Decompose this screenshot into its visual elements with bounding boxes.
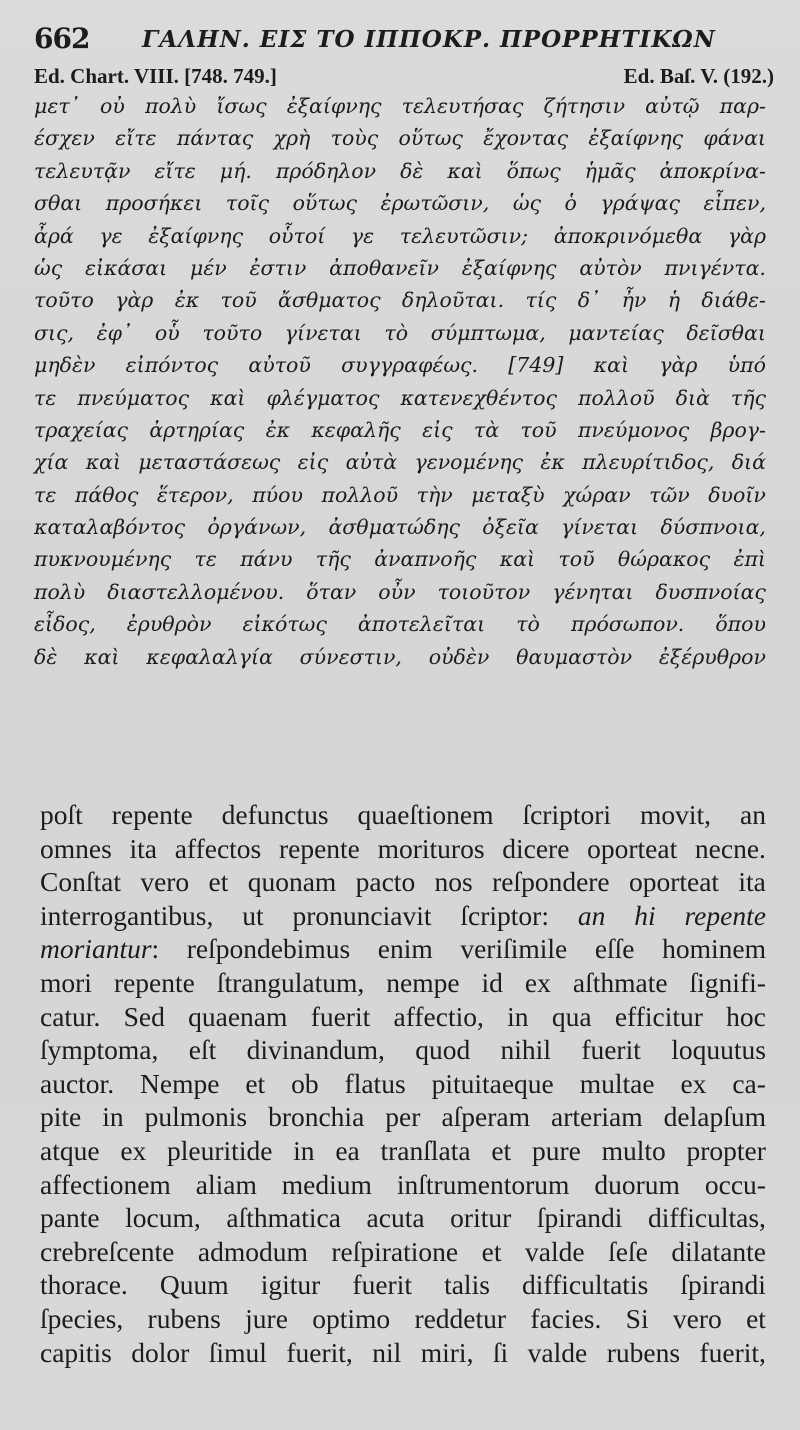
greek-text-line: πυκνουμένης τε πάνυ τῆς ἀναπνοῆς καὶ τοῦ θώρακος ἐπὶ xyxy=(34,547,766,572)
greek-text-line: τοῦτο γὰρ ἐκ τοῦ ἄσθματος δηλοῦται. τίς δ᾽ ἦν ἡ διάθε- xyxy=(34,288,766,313)
greek-text-line: έσχεν εἴτε πάντας χρὴ τοὺς οὕτως ἔχοντας ἐξαίφνης φάναι xyxy=(34,126,766,151)
page-header xyxy=(34,22,770,62)
latin-text-line: thorace. Quum igitur fuerit talis difficultatis ſpirandi xyxy=(40,1269,766,1301)
latin-translation-block xyxy=(40,798,766,1369)
latin-text-line: affectionem aliam medium inſtrumentorum duorum occu- xyxy=(40,1168,766,1200)
latin-text-line: Conſtat vero et quonam pacto nos reſpondere oporteat ita xyxy=(40,866,766,898)
greek-text-line: σις, ἐφ᾽ οὗ τοῦτο γίνεται τὸ σύμπτωμα, μαντείας δεῖσθαι xyxy=(34,320,766,345)
latin-text-line: auctor. Nempe et ob flatus pituitaeque multae ex ca- xyxy=(40,1067,766,1099)
greek-text-line: ἆρά γε ἐξαίφνης οὗτοί γε τελευτῶσιν; ἀποκρινόμεθα γὰρ xyxy=(34,223,766,248)
page-number: 662 xyxy=(34,22,90,55)
edition-reference-line xyxy=(34,64,774,88)
greek-text-line: δὲ καὶ κεφαλαλγία σύνεστιν, οὐδὲν θαυμαστὸν ἐξέρυθρον xyxy=(34,644,766,669)
greek-text-line: μετ᾽ οὐ πολὺ ἴσως ἐξαίφνης τελευτήσας ζήτησιν αὐτῷ παρ- xyxy=(34,94,766,118)
greek-text-line: τε πάθος ἕτερον, πύου πολλοῦ τὴν μεταξὺ χώραν τῶν δυοῖν xyxy=(34,482,766,507)
latin-text-line: pite in pulmonis bronchia per aſperam arteriam delapſum xyxy=(40,1101,766,1133)
latin-text-line: mori repente ſtrangulatum, nempe id ex aſthmate ſignifi- xyxy=(40,966,766,998)
latin-text-line: pante locum, aſthmatica acuta oritur ſpirandi difficultas, xyxy=(40,1202,766,1234)
latin-text-line: crebreſcente admodum reſpiratione et valde ſeſe dilatante xyxy=(40,1235,766,1267)
greek-text-block xyxy=(34,90,766,673)
greek-text-line: ὡς εἰκάσαι μέν ἐστιν ἀποθανεῖν ἐξαίφνης αὐτὸν πνιγέντα. xyxy=(34,255,766,280)
greek-text-line: χία καὶ μεταστάσεως εἰς αὐτὰ γενομένης ἐκ πλευρίτιδος, διά xyxy=(34,450,766,475)
latin-text-line: omnes ita affectos repente morituros dicere oporteat necne. xyxy=(40,832,766,864)
latin-text-line: ſpecies, rubens jure optimo reddetur facies. Si vero et xyxy=(40,1302,766,1334)
greek-text-line: σθαι προσήκει τοῖς οὕτως ἐρωτῶσιν, ὡς ὁ γράψας εἶπεν, xyxy=(34,191,766,216)
running-title: ΓΑΛΗΝ. ΕΙΣ ΤΟ ΙΠΠΟΚΡ. ΠΡΟΡΡΗΤΙΚΩΝ xyxy=(142,26,716,53)
latin-text-line: poſt repente defunctus quaeſtionem ſcriptori movit, an xyxy=(40,799,766,830)
greek-text-line: τε πνεύματος καὶ φλέγματος κατενεχθέντος πολλοῦ διὰ τῆς xyxy=(34,385,766,410)
greek-text-line: τελευτᾷν εἴτε μή. πρόδηλον δὲ καὶ ὅπως ἡμᾶς ἀποκρίνα- xyxy=(34,158,766,183)
edition-basel-reference: Ed. Baſ. V. (192.) xyxy=(623,64,774,88)
greek-text-line: μηδὲν εἰπόντος αὐτοῦ συγγραφέως. [749] καὶ γὰρ ὑπό xyxy=(34,353,766,378)
greek-text-line: εἶδος, ἐρυθρὸν εἰκότως ἀποτελεῖται τὸ πρόσωπον. ὅπου xyxy=(34,612,766,637)
latin-text-line: moriantur: reſpondebimus enim veriſimile eſſe hominem xyxy=(40,933,766,965)
latin-text-line: capitis dolor ſimul fuerit, nil miri, ſi valde rubens fuerit, xyxy=(40,1336,766,1368)
latin-text-line: interrogantibus, ut pronunciavit ſcriptor: an hi repente xyxy=(40,899,766,931)
latin-text-line: ſymptoma, eſt divinandum, quod nihil fuerit loquutus xyxy=(40,1034,766,1066)
greek-text-line: τραχείας ἀρτηρίας ἐκ κεφαλῆς εἰς τὰ τοῦ πνεύμονος βρογ- xyxy=(34,417,766,442)
latin-text-line: atque ex pleuritide in ea tranſlata et pure multo propter xyxy=(40,1134,766,1166)
greek-text-line: καταλαβόντος ὀργάνων, ἀσθματώδης ὀξεῖα γίνεται δύσπνοια, xyxy=(34,515,766,540)
edition-chartier-reference: Ed. Chart. VIII. [748. 749.] xyxy=(34,64,277,88)
greek-text-line: πολὺ διαστελλομένου. ὅταν οὖν τοιοῦτον γένηται δυσπνοίας xyxy=(34,579,766,604)
latin-text-line: catur. Sed quaenam fuerit affectio, in qua efficitur hoc xyxy=(40,1000,766,1032)
